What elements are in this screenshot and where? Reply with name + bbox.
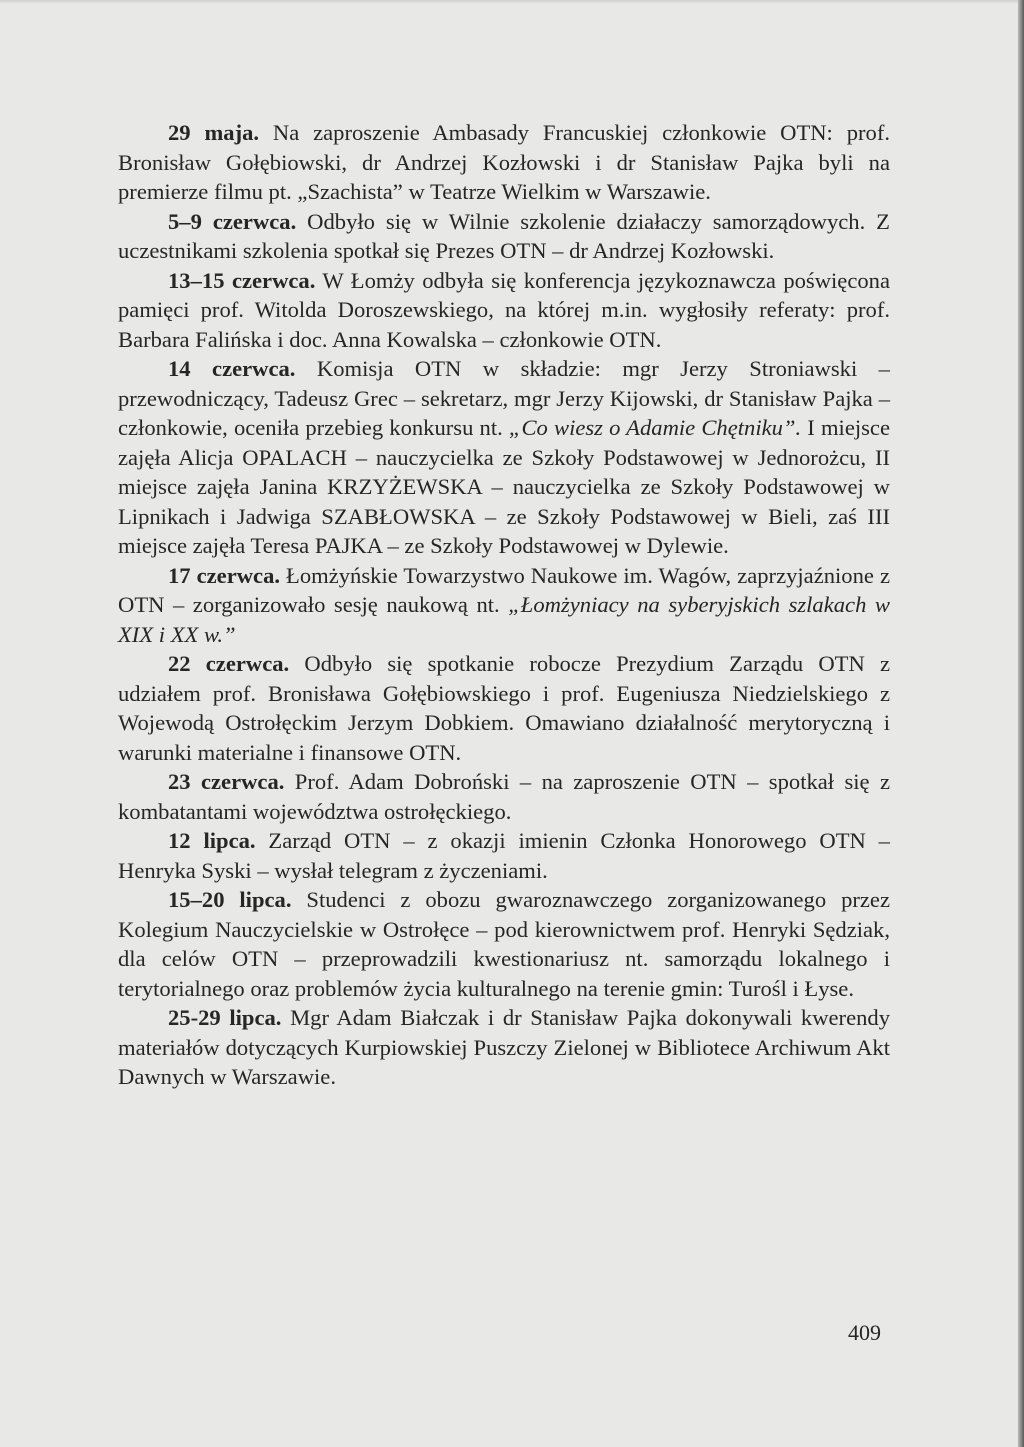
entry-date: 17 czerwca.	[168, 562, 281, 588]
entry-date: 5–9 czerwca.	[168, 208, 297, 234]
entry-date: 22 czerwca.	[168, 651, 290, 676]
entry-text: W Łomży odbyła się konferencja językoznawcza poświęcona pamięci prof. Witolda Doroszewskiego, na której m.in. wygłosiły referaty: prof. Barbara Falińska i doc. Anna Kowalska – członkowie OTN.	[118, 267, 890, 352]
chronicle-entry	[118, 266, 890, 355]
entry-text: Odbyło się w Wilnie szkolenie działaczy samorządowych. Z uczestnikami szkolenia spotkał się Prezes OTN – dr Andrzej Kozłowski.	[118, 208, 890, 263]
entry-text: Studenci z obozu gwaroznawczego zorganizowanego przez Kolegium Nauczycielskie w Ostrołęce – pod kierownictwem prof. Henryki Sędziak, dla celów OTN – przeprowadzili kwestionariusz nt. samorządu lokalnego i terytorialnego oraz problemów życia kulturalnego na terenie gmin: Turośl i Łyse.	[118, 887, 890, 1001]
entry-date: 12 lipca.	[168, 828, 256, 853]
page-top-edge	[0, 0, 1024, 4]
chronicle-text	[118, 118, 890, 1092]
entry-text: Zarząd OTN – z okazji imienin Członka Honorowego OTN – Henryka Syski – wysłał telegram z życzeniami.	[118, 828, 890, 883]
entry-date: 15–20 lipca.	[168, 887, 292, 912]
entry-date: 29 maja.	[168, 120, 260, 145]
chronicle-entry	[118, 826, 890, 885]
page-binding-edge	[1018, 0, 1024, 1447]
entry-text: Łomżyńskie Towarzystwo Naukowe im. Wagów, zaprzyjaźnione z OTN – zorganizowało sesję naukową nt.	[118, 562, 890, 617]
chronicle-entry	[118, 1003, 890, 1092]
chronicle-entry	[118, 649, 890, 767]
entry-date: 25-29 lipca.	[168, 1005, 282, 1030]
entry-text: Komisja OTN w składzie: mgr Jerzy Stroniawski – przewodniczący, Tadeusz Grec – sekretarz, mgr Jerzy Kijowski, dr Stanisław Pajka – członkowie, oceniła przebieg konkursu nt.	[118, 356, 890, 440]
chronicle-entry	[118, 885, 890, 1003]
entry-title-italic: „Łomżyniacy na syberyjskich szlakach w XIX i XX w.”	[118, 592, 890, 647]
entry-text: Odbyło się spotkanie robocze Prezydium Zarządu OTN z udziałem prof. Bronisława Gołębiowskiego i prof. Eugeniusza Niedzielskiego z Wojewodą Ostrołęckim Jerzym Dobkiem. Omawiano działalność merytoryczną i warunki materialne i finansowe OTN.	[118, 651, 890, 765]
entry-title-italic: „Co wiesz o Adamie Chętniku”.	[508, 415, 802, 440]
entry-text: Mgr Adam Białczak i dr Stanisław Pajka dokonywali kwerendy materiałów dotyczących Kurpiowskiej Puszczy Zielonej w Bibliotece Archiwum Akt Dawnych w Warszawie.	[118, 1005, 890, 1089]
entry-date: 23 czerwca.	[168, 769, 285, 794]
entry-text: Prof. Adam Dobroński – na zaproszenie OTN – spotkał się z kombatantami województwa ostrołęckiego.	[118, 769, 890, 824]
chronicle-entry	[118, 767, 890, 826]
entry-text: I miejsce zajęła Alicja OPALACH – nauczycielka ze Szkoły Podstawowej w Jednorożcu, II miejsce zajęła Janina KRZYŻEWSKA – nauczycielka ze Szkoły Podstawowej w Lipnikach i Jadwiga SZABŁOWSKA – ze Szkoły Podstawowej w Bieli, zaś III miejsce zajęła Teresa PAJKA – ze Szkoły Podstawowej w Dylewie.	[118, 415, 890, 558]
entry-text: Na zaproszenie Ambasady Francuskiej członkowie OTN: prof. Bronisław Gołębiowski, dr Andrzej Kozłowski i dr Stanisław Pajka byli na premierze filmu pt. „Szachista” w Teatrze Wielkim w Warszawie.	[118, 120, 890, 204]
chronicle-entry	[118, 118, 890, 207]
page-number: 409	[848, 1320, 881, 1345]
entry-date: 13–15 czerwca.	[168, 267, 316, 293]
chronicle-entry	[118, 561, 890, 650]
chronicle-entry	[118, 207, 890, 266]
chronicle-entry	[118, 354, 890, 561]
entry-date: 14 czerwca.	[168, 356, 296, 381]
